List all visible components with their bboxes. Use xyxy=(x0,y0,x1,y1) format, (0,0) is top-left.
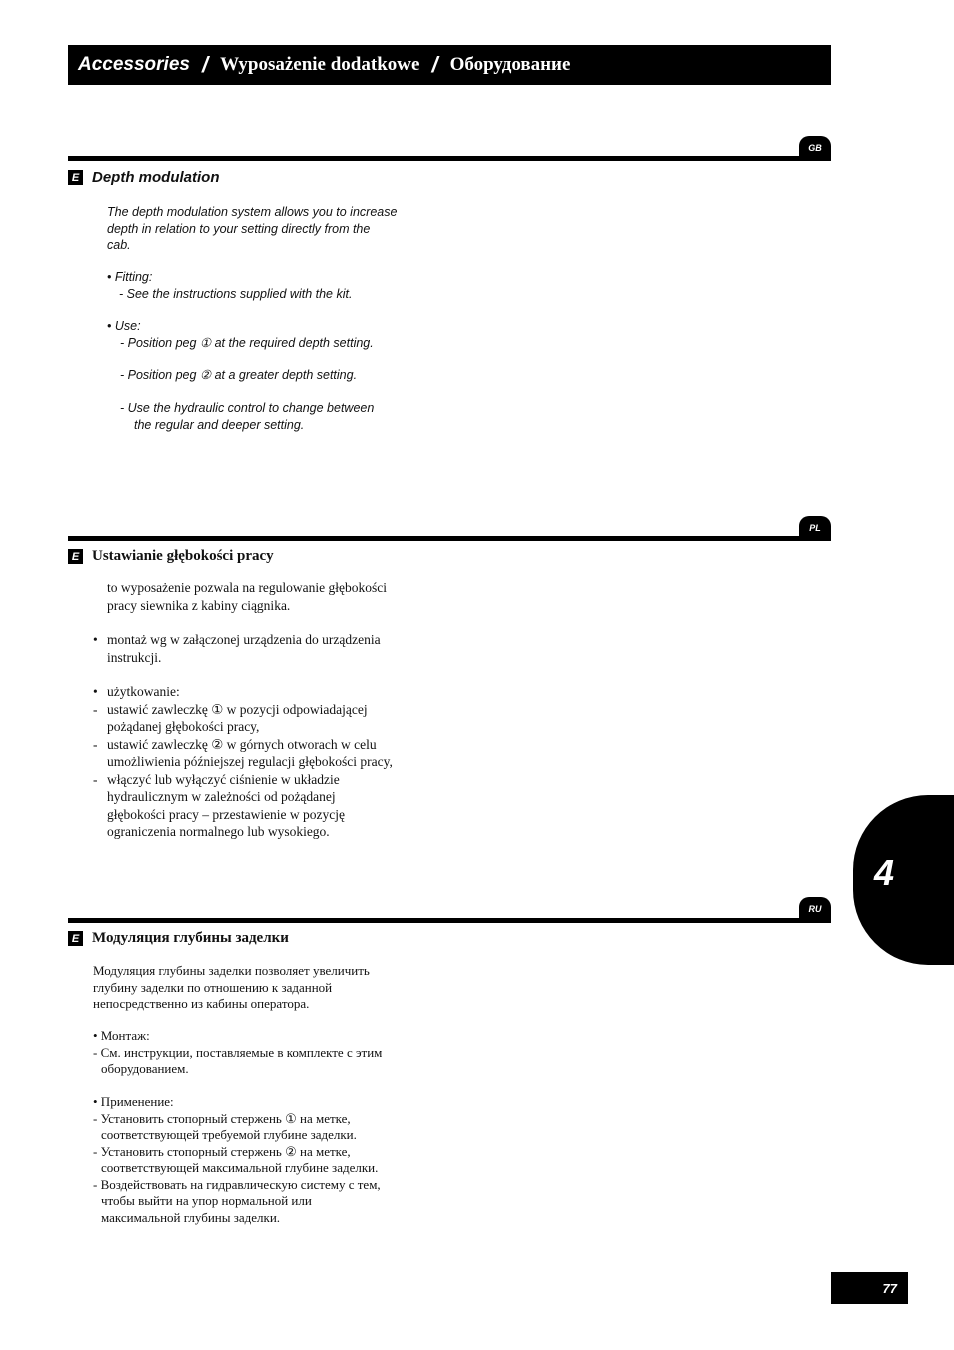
page-number: 77 xyxy=(831,1272,908,1304)
section-rule-ru xyxy=(68,918,831,923)
section-heading-gb: Depth modulation xyxy=(92,169,220,186)
gb-use-step2: - Position peg ② at a greater depth setting. xyxy=(120,368,358,382)
header-russian: Оборудование xyxy=(449,54,571,75)
header-polish: Wyposażenie dodatkowe xyxy=(220,54,420,75)
section-title-gb xyxy=(68,169,220,186)
pl-intro: to wyposażenie pozwala na regulowanie głębokości pracy siewnika z kabiny ciągnika. xyxy=(107,580,388,613)
section-rule-gb xyxy=(68,156,831,161)
pl-use: • użytkowanie: - ustawić zawleczkę ① w pozycji odpowiadającej pożądanej głębokości pracy, - ustawić zawleczkę ② w górnych otworach w celu umożliwienia późniejszej regulacji głębokości pracy, - włączyć lub wyłączyć ciśnienie w układzie hydraulicznym w zależności od pożądanej głębokości pracy – przestawienie w pozycję ograniczenia normalnego lub wysokiego. xyxy=(93,684,393,839)
ru-use: • Применение: - Установить стопорный стержень ① на метке, соответствующей требуемой глубине заделки. - Установить стопорный стержень ② на метке, соответствующей максимальной глубине заделки. - Воздействовать на гидравлическую систему с тем, чтобы выйти на упор нормальной или максимальной глубины заделки. xyxy=(93,1094,381,1225)
chapter-tab xyxy=(853,795,954,965)
chapter-number: 4 xyxy=(874,852,895,893)
section-heading-ru: Модуляция глубины заделки xyxy=(92,930,289,946)
section-title-pl xyxy=(68,548,274,565)
gb-intro: The depth modulation system allows you to increase depth in relation to your setting directly from the cab. xyxy=(107,205,398,252)
header-accessories: Accessories xyxy=(78,54,190,75)
section-heading-pl: Ustawianie głębokości pracy xyxy=(92,548,274,564)
section-marker-gb: E xyxy=(68,170,83,185)
gb-use-label: • Use: xyxy=(107,319,141,333)
lang-tab-pl: PL xyxy=(799,516,831,540)
ru-intro: Модуляция глубины заделки позволяет увеличить глубину заделки по отношению к заданной непосредственно из кабины оператора. xyxy=(93,963,370,1011)
pl-step-3: - włączyć lub wyłączyć ciśnienie w układzie xyxy=(93,771,340,787)
ru-mount: • Монтаж: - См. инструкции, поставляемые в комплекте с этим оборудованием. xyxy=(93,1028,383,1076)
pl-fitting: • montaż wg w załączonej urządzenia do urządzenia instrukcji. xyxy=(93,632,381,665)
lang-tab-ru: RU xyxy=(799,897,831,921)
pl-step-2: - ustawić zawleczkę ② w górnych otworach w celu xyxy=(93,736,377,752)
page-header xyxy=(68,45,831,85)
section-marker-pl: E xyxy=(68,549,83,564)
section-rule-pl xyxy=(68,536,831,541)
pl-step-1: - ustawić zawleczkę ① w pozycji odpowiadającej xyxy=(93,701,368,717)
gb-fitting: • Fitting: - See the instructions supplied with the kit. xyxy=(107,270,353,301)
gb-use-step3: - Use the hydraulic control to change between the regular and deeper setting. xyxy=(120,401,375,432)
gb-use-step1: - Position peg ① at the required depth setting. xyxy=(120,336,374,350)
section-marker-ru: E xyxy=(68,931,83,946)
header-separator: / xyxy=(201,52,209,77)
header-separator-2: / xyxy=(431,52,438,77)
section-title-ru xyxy=(68,930,289,947)
lang-tab-gb: GB xyxy=(799,136,831,160)
